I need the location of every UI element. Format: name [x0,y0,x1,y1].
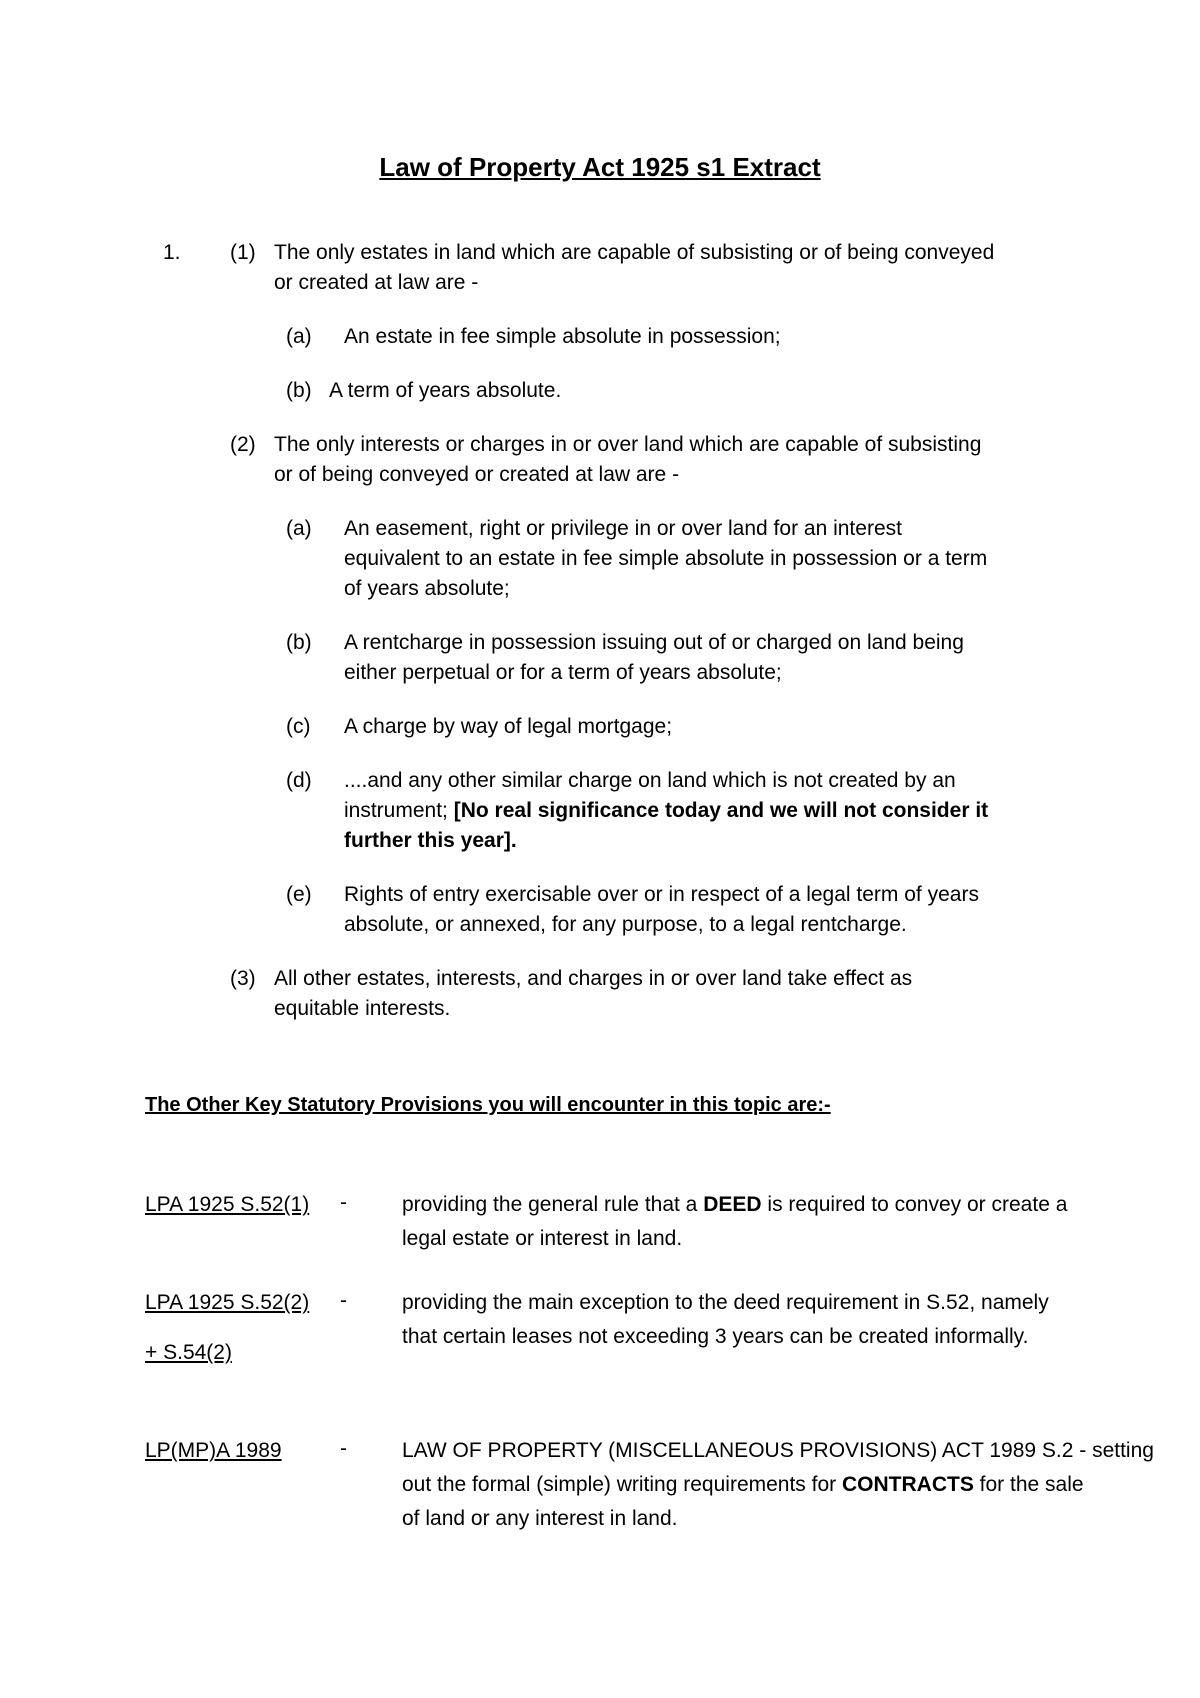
provision-1-line1-a: providing the general rule that a [402,1193,704,1216]
sub1-b-label: (b) [286,379,312,402]
provision-3-line3: of land or any interest in land. [402,1507,678,1530]
sub1-text-line2: or created at law are - [274,271,479,294]
provision-3-ref: LP(MP)A 1989 [145,1439,282,1462]
provision-2-line1: providing the main exception to the deed requirement in S.52, namely [402,1291,1049,1314]
provision-2-dash: - [340,1289,347,1312]
sub2-c-line1: A charge by way of legal mortgage; [344,715,673,738]
page-title: Law of Property Act 1925 s1 Extract [379,152,821,182]
sub1-a-label: (a) [286,325,312,348]
sub2-d-line3: further this year]. [344,829,517,852]
sub1-a-text: An estate in fee simple absolute in possession; [344,325,781,348]
sub3-line1: All other estates, interests, and charges in or over land take effect as [274,967,913,990]
sub2-d-line1: ....and any other similar charge on land which is not created by an [344,769,956,792]
provision-3-line2 [402,1470,1084,1500]
sub2-b-label: (b) [286,631,312,654]
sub2-e-line2: absolute, or annexed, for any purpose, to a legal rentcharge. [344,913,907,936]
sub1-text-line1: The only estates in land which are capable of subsisting or of being conveyed [274,241,995,264]
other-provisions-heading: The Other Key Statutory Provisions you will encounter in this topic are:- [145,1094,831,1116]
section-number: 1. [163,241,181,264]
provision-3-line2-a: out the formal (simple) writing requirements for [402,1473,842,1496]
sub2-a-line2: equivalent to an estate in fee simple absolute in possession or a term [344,547,988,570]
provision-2-ref2: + S.54(2) [145,1341,232,1364]
provision-3-line1: LAW OF PROPERTY (MISCELLANEOUS PROVISIONS) ACT 1989 S.2 - setting [402,1439,1154,1462]
sub2-text-line1: The only interests or charges in or over land which are capable of subsisting [274,433,982,456]
sub1-b-text: A term of years absolute. [329,379,562,402]
provision-1-dash: - [340,1191,347,1214]
sub2-c-label: (c) [286,715,311,738]
provision-1-ref: LPA 1925 S.52(1) [145,1193,310,1216]
sub3-line2: equitable interests. [274,997,451,1020]
sub2-e-label: (e) [286,883,312,906]
sub2-a-label: (a) [286,517,312,540]
sub3-label: (3) [230,967,256,990]
sub2-d-line2-plain: instrument; [344,799,454,822]
provision-3-line2-b: for the sale [973,1473,1084,1496]
sub2-label: (2) [230,433,256,456]
provision-2-ref: LPA 1925 S.52(2) [145,1291,310,1314]
sub2-text-line2: or of being conveyed or created at law are - [274,463,680,486]
sub2-a-line1: An easement, right or privilege in or over land for an interest [344,517,902,540]
sub2-d-label: (d) [286,769,312,792]
provision-1-line1 [402,1190,1067,1220]
provision-1-line1-b: is required to convey or create a [761,1193,1068,1216]
sub2-b-line1: A rentcharge in possession issuing out of or charged on land being [344,631,964,654]
provision-3-dash: - [340,1437,347,1460]
sub1-label: (1) [230,241,256,264]
provision-1-line2: legal estate or interest in land. [402,1227,683,1250]
sub2-d-line2-bold: [No real significance today and we will not consider it [453,799,989,822]
sub2-a-line3: of years absolute; [344,577,510,600]
sub2-b-line2: either perpetual or for a term of years absolute; [344,661,782,684]
provision-2-line2: that certain leases not exceeding 3 years can be created informally. [402,1325,1029,1348]
provision-3-contracts: CONTRACTS [842,1473,974,1496]
provision-1-deed: DEED [703,1193,762,1216]
sub2-e-line1: Rights of entry exercisable over or in respect of a legal term of years [344,883,979,906]
sub2-d-line2 [344,796,988,826]
